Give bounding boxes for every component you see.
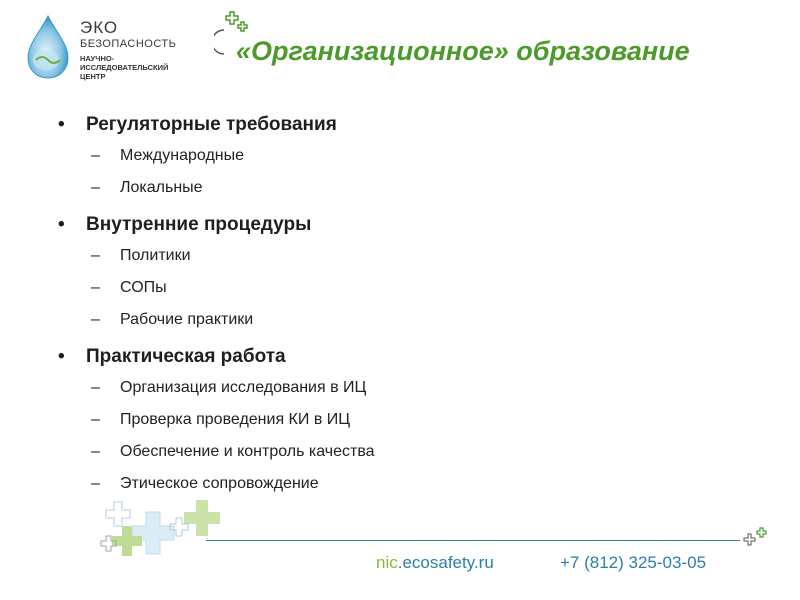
footer-divider	[206, 540, 740, 541]
dash-icon: –	[91, 411, 100, 428]
logo-subtitle-line: ЦЕНТР	[80, 72, 106, 81]
section-heading	[58, 210, 758, 240]
list-item	[58, 372, 758, 404]
water-drop-logo-icon	[22, 14, 74, 80]
dash-icon: –	[91, 147, 100, 164]
list-item-text: Международные	[120, 147, 245, 164]
dash-icon: –	[91, 475, 100, 492]
section-heading-text: Практическая работа	[86, 346, 286, 367]
dash-icon: –	[91, 443, 100, 460]
plus-cross-decoration-icon	[100, 496, 230, 560]
list-item	[58, 240, 758, 272]
section-internal	[58, 210, 758, 336]
logo-text-bezopasnost: БЕЗОПАСНОСТЬ	[80, 38, 177, 50]
plus-cross-decoration-icon	[740, 526, 770, 552]
list-item	[58, 172, 758, 204]
page-title: «Организационное» образование	[236, 36, 690, 66]
section-heading-text: Регуляторные требования	[86, 114, 337, 135]
dash-icon: –	[91, 379, 100, 396]
list-item-text: Локальные	[120, 179, 203, 196]
section-heading-text: Внутренние процедуры	[86, 214, 312, 235]
list-item-text: Рабочие практики	[120, 311, 254, 328]
footer-url-prefix: nic	[376, 553, 398, 572]
list-item	[58, 304, 758, 336]
list-item	[58, 272, 758, 304]
dash-icon: –	[91, 311, 100, 328]
section-heading	[58, 342, 758, 372]
logo-subtitle-line: ИССЛЕДОВАТЕЛЬСКИЙ	[80, 63, 169, 72]
company-logo	[22, 14, 192, 84]
bullet-icon: •	[58, 114, 65, 135]
footer-url-rest: .ecosafety.ru	[397, 553, 494, 572]
bullet-list	[58, 110, 758, 500]
list-item	[58, 404, 758, 436]
footer-website-link[interactable]	[376, 553, 494, 573]
list-item-text: Этическое сопровождение	[120, 475, 319, 492]
list-item-text: Политики	[120, 247, 191, 264]
list-item-text: Проверка проведения КИ в ИЦ	[120, 411, 351, 428]
section-regulatory	[58, 110, 758, 204]
section-heading	[58, 110, 758, 140]
list-item	[58, 436, 758, 468]
list-item-text: Организация исследования в ИЦ	[120, 379, 367, 396]
list-item-text: СОПы	[120, 279, 167, 296]
logo-subtitle-line: НАУЧНО-	[80, 54, 115, 63]
logo-text-eko: ЭКО	[80, 18, 119, 37]
bullet-icon: •	[58, 214, 65, 235]
list-item-text: Обеспечение и контроль качества	[120, 443, 375, 460]
dash-icon: –	[91, 279, 100, 296]
bullet-icon: •	[58, 346, 65, 367]
dash-icon: –	[91, 247, 100, 264]
logo-subtitle	[80, 54, 200, 81]
list-item	[58, 140, 758, 172]
section-practical	[58, 342, 758, 500]
dash-icon: –	[91, 179, 100, 196]
footer-phone: +7 (812) 325-03-05	[560, 553, 707, 572]
